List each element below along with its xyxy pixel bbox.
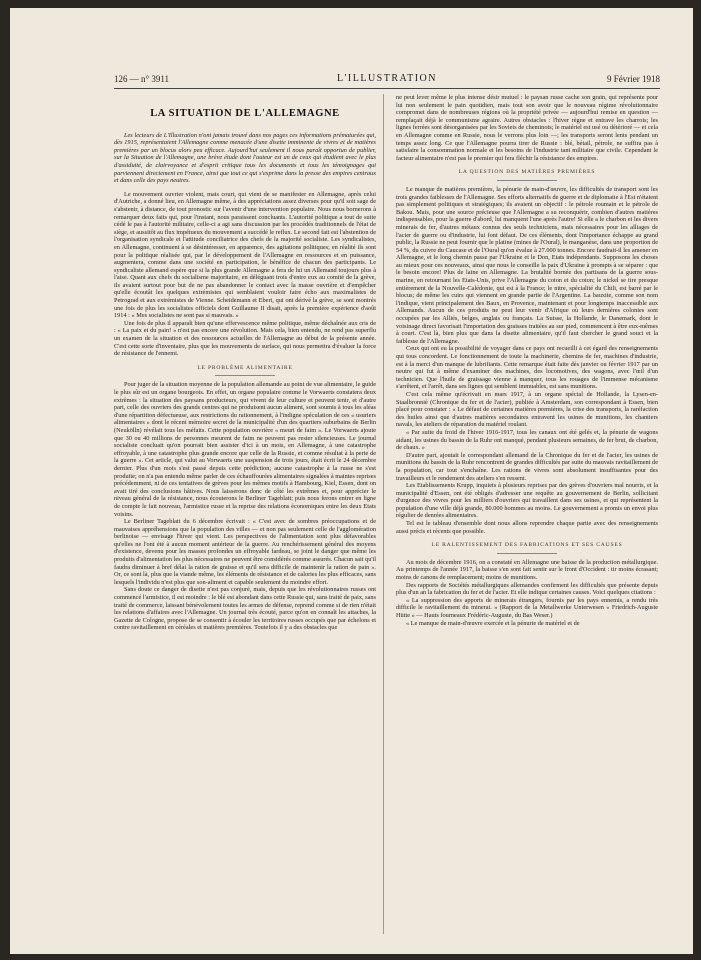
body-paragraph: D'autre part, ajoutait le correspondant allemand de la Chronique du fer et de l'acier, les usines de munitions du bassin de la Ruhr rencontrent de grandes difficultés par suite du mauvais ravitaillement de la population, car tout s'enchaîne. Les rations de vivres sont absolument insuffisantes pour des travailleurs et le rendement des ateliers s'en ressent. bbox=[396, 451, 658, 482]
body-paragraph: Pour juger de la situation moyenne de la population allemande au point de vue alimentaire, le guide le plus sûr est un organe bourgeois. En effet, un organe populaire comme le Vorwaerts constatera deux extrêmes : la situation des paysans producteurs, qui vivent de leur culture et peuvent tenir, et d'autre part, celle des ouvriers des grands centres qui ne produisent aucun aliment, sont soumis à tous les aléas d'une répartition défectueuse, aux restrictions du rationnement, à l'indigne spéculation de ces « usuriers alimentaires » dont le récent mémoire secret de la municipalité d'un des quartiers suburbains de Berlin (Neukölln) révélait tous les méfaits. Cette population ouvrière « meurt de faim ». Le Vorwaerts ajoute que 30 ou 40 millions de personnes meurent de faim ne peuvent pas rester silencieuses. Le journal socialiste concluait qu'on pourrait bien assister d'ici à un mois, en Allemagne, à une catastrophe effroyable, à une catastrophe plus grande encore que celle de la Russie, et comme résultat à la perte de la guerre ». Cet article, qui valut au Vorwaerts une suspension de trois jours, était écrit le 24 décembre dernier. Plus d'un mois s'est passé depuis cette prédiction; aucune catastrophe à la russe ne s'est produite; on n'a pas entendu même parler de ces échauffourées alimentaires signalées à maintes reprises précédemment, ni de ces tentatives de grèves pour les mêmes motifs à Hambourg, Kiel, Essen, dont on avait tiré des conclusions hâtives. Nous laisserons donc de côté les extrêmes et, pour apprécier le niveau général de la résistance, nous écouterons le Berliner Tageblatt; puis nous ferons entrer en ligne de compte le fait nouveau, l'armistice russe et la reprise des relations économiques entre les deux Etats voisins. bbox=[114, 381, 376, 518]
page-sheet bbox=[10, 8, 693, 954]
body-paragraph: Le manque de matières premières, la pénurie de main-d'œuvre, les difficultés de transport sont les trois grandes faiblesses de l'Allemagne. Ses efforts alternatifs de guerre et de diplomatie à l'Est n'étaient pas simplement politiques et stratégiques; ils avaient un objectif : le pétrole roumain et le pétrole de Bakou. Mais, pour une source précieuse que l'Allemagne a su reconquérir, combien d'autres matières indispensables, pour la guerre d'abord, lui manquent l'une après l'autre! Si elle a le charbon et les divers minerais de fer, d'autres métaux connus des seuls techniciens, mais nécessaires pour les alliages de l'acier de guerre ou d'industrie, lui font défaut. De ces éléments, dont l'importance échappe au grand public, la Russie ne peut fournir que le platine (mines de l'Oural), le manganèse, dans une proportion de 54 %, du cuivre du Caucase et de l'Oural qu'on évalue à 27.000 tonnes. Encore faudrait-il les amener en Allemagne, et le long chemin passe par l'Ukraine et le Don, Etats indépendants. Supposons les choses au mieux pour ces nouveaux, ainsi que nous le conseille la paix d'Ukraine à prompts à se séparer : que le besoin encore! Plus de laine en Allemagne. La brutalité bornée des partisans de la guerre sous-marine, en retournant les Etats-Unis, prive l'Allemagne du coton et du coton; le nickel se tire presque entièrement de la Nouvelle-Calédonie, qui est à la France; le nitre, spécialité du Chili, est barré par le blocus; de même les cuirs qui viennent en grande partie de l'Argentine. La bauxite, comme son nom l'indique, vient principalement des Baux, en Provence, maintenant et pour longtemps inaccessible aux Allemands. Aucun de ces produits ne peut leur venir d'Afrique où leurs dernières colonies sont occupées par les Alliés, belges, anglais ou français. La Suisse, la Hollande, le Danemark, dont le voisinage direct favorisait l'importation des graisses traitées au sur pied, commencent à être eux-mêmes à court. C'est là, bien plus que dans la disette alimentaire, qu'il faut chercher le grand souci et la faiblesse de l'Allemagne. bbox=[396, 185, 658, 345]
body-paragraph: Des rapports de Sociétés métallurgiques allemandes confirment les difficultés que présente depuis plus d'un an la fabrication du fer et de l'acier. Et elle indique certaines causes. Voici quelques citations : bbox=[396, 581, 658, 597]
left-column bbox=[114, 94, 376, 934]
body-paragraph: Le mouvement ouvrier violent, mais court, qui vient de se manifester en Allemagne, après celui d'Autriche, a donné lieu, en Allemagne même, à des appréciations assez diverses pour qu'il soit sage de s'abstenir, à distance, de tout pronostic sur l'avenir d'une intervention populaire. Nous nous bornerons à remarquer deux faits qui, pour l'instant, nous paraissent concluants. L'autorité politique a tout de suite cédé le pas à l'autorité militaire, celle-ci a agi sans discussion par les procédés traditionnels de l'état de siège, et aussitôt au flux impétueux du mouvement a succédé le reflux. Le second fait est l'abstention de l'organisation syndicale et l'attitude conciliatrice des chefs de la majorité socialiste. Les syndicalistes, en Allemagne, continuent à se désintéresser, en apparence, des agitations politiques; en réalité ils sont pour la politique réalisée qui, par le développement de l'Allemagne en ressources et en puissance, augmentera, comme dans une société en participation, le bénéfice de chacun des participants. Le syndicaliste allemand espère que si la plus grande Allemagne a fera de lui un Allemand toujours plus à l'aise. Quant aux chefs du socialisme majoritaire, en déléguant trois d'entre eux au comité de la grève, ils avaient surtout pour but de ne pas abandonner le contact avec la masse ouvrière et d'empêcher qu'elle écoutât les quelques extrémistes qui semblaient vouloir faire écho aux maximalistes de Petrograd et aux extrémistes de Vienne. Scheidemann et Ebert, qui ont dérivé la grève, se sont montrés une fois de plus les socialistes officiels dont Guillaume II disait, après la première expérience d'août 1914 : « Mes socialistes ne sont pas si mauvais. » bbox=[114, 190, 376, 320]
column-divider bbox=[383, 94, 384, 934]
subhead-text: LE PROBLÈME ALIMENTAIRE bbox=[197, 364, 293, 371]
body-paragraph: ne peut lever même le plus intense désir mutuel : le paysan russe cache son grain, qui représente pour lui non seulement le pain quotidien, mais tout son avoir que le nouveau régime révolutionnaire compromet dans de nombreuses régions où la propriété privée — aujourd'hui remise en question — remplaçait déjà le communisme agraire. Autres obstacles : l'hiver règne et entrave les charrois; les lignes ferrées sont désorganisées par les Soviets de cheminots; le matériel est usé ou détérioré — et cela en Allemagne comme en Russie, nous le verrons plus loin —; les transports seront lents pendant un temps assez long. Ce que l'Allemagne pourra tirer de Russie : blé, bétail, pétrole, ne suffira pas à satisfaire la consommation normale et les besoins de l'industrie tant militaire que civile. Cependant le facteur alimentaire n'est pas le premier qui fera fléchir la résistance des empires. bbox=[396, 94, 658, 162]
section-subhead bbox=[396, 169, 658, 181]
section-subhead bbox=[114, 365, 376, 377]
article-intro bbox=[114, 132, 376, 185]
body-paragraph: Ceux qui ont eu la possibilité de voyager dans ce pays ont recueilli à cet égard des renseignements qui tous concordent. Le fonctionnement de toute la machinerie, chemins de fer, machines d'industrie, est à la merci d'un manque de lubrifiants. Cette remarque était faite dès janvier ou février 1917 par un neutre qui fut à même d'examiner des machines, des locomotives, des wagons, avec l'œil d'un technicien. Que l'huile de graissage vienne à manquer, tous les rouages de l'immense mécanisme s'arrêtent, et l'arrêt, dans ses lignes qui semblent immuables, est sans munitions. bbox=[396, 345, 658, 391]
subhead-rule bbox=[215, 375, 275, 376]
right-column bbox=[396, 94, 658, 934]
subhead-text: LA QUESTION DES MATIÈRES PREMIÈRES bbox=[458, 169, 596, 176]
body-paragraph: C'est cela même qu'écrivait en mars 1917, à un organe spécial de Hollande, la Lysen-en-Staalbronnié (Chronique du fer et de l'acier), publiée à Amsterdam, son correspondant à Essen, bien placé pour constater : « Le défaut de certaines matières premières, la crise des transports, la raréfaction des huiles ainsi que d'autres matières secondaires entravent les usines de munitions, les chantiers navals, les ateliers de réparation du matériel roulant. bbox=[396, 390, 658, 429]
body-paragraph: Au mois de décembre 1916, on a constaté en Allemagne une baisse de la production métallurgique. Au printemps de l'année 1917, la baisse s'en sont fait sentir sur le front d'Occident : tir moins écrasant; moins de canons de remplacement; moins de munitions. bbox=[396, 558, 658, 582]
section-subhead bbox=[396, 542, 658, 554]
issue-date: 9 Février 1918 bbox=[607, 74, 660, 84]
body-paragraph: « Le manque de main-d'œuvre exercée et la pénurie de matériel et de bbox=[406, 619, 580, 627]
subhead-rule bbox=[497, 180, 557, 181]
body-paragraph: Sans doute ce danger de disette n'est pas conjuré, mais, depuis que les révolutionnaires russes ont commencé l'armistice, il est moindre : le blé est abondant dans cette Russie qui, sans traité de paix, sans traité de commerce, laissant bénévolement toutes les armes de défense, reprend comme si de rien n'était les relations d'affaires avec l'Allemagne. Un journal très écouté, parce qu'on en connaît les attaches, la Gazette de Cologne, propose de se consentir à écouler les territoires russes occupés que par échelons et contre ravitaillement en céréales et matières premières. Toutefois il y a des obstacles que bbox=[114, 586, 376, 632]
header-rule bbox=[114, 88, 660, 89]
body-paragraph: Les Etablissements Krupp, inquiets à plusieurs reprises par des grèves d'ouvriers mal nourris, et la municipalité d'Essen, ont été obligés d'adresser une requête au gouvernement de Berlin, sollicitant d'urgence des vivres pour les milliers d'ouvriers qui travaillent dans ses usines, et qui représentent la population d'une ville déjà grande, 80.000 hommes au moins. Le gouvernement a promis un envoi plus régulier de denrées alimentaires. bbox=[396, 482, 658, 520]
body-paragraph: « La suppression des apports de minerais étrangers, fournis par les pays ennemis, a rendu très difficile le ravitaillement du minerai. » (Rapport de la Metallwerke Unterwesen « Friedrich-Auguste Hütte » — Hauts fourneaux Frédéric-Auguste, du Bas Weser.) bbox=[396, 596, 658, 619]
body-paragraph: Une fois de plus il apparaît bien qu'une effervescence même politique, même déchaînée aux cris de : « La paix et du pain! » n'est pas encore une révolution. Mais cela, bien entendu, ne rend pas superflu un examen de la situation et des ressources actuelles de l'Allemagne au début de la présente année. C'est cette sorte d'inventaire, plus que les mouvements de surface, qui nous permettra d'évaluer la force de résistance de l'ennemi. bbox=[114, 319, 376, 358]
article-title: LA SITUATION DE L'ALLEMAGNE bbox=[150, 108, 340, 119]
subhead-text: LE RALENTISSEMENT DES FABRICATIONS ET SES CAUSES bbox=[431, 542, 623, 549]
body-paragraph: Le Berliner Tageblatt du 6 décembre écrivait : « C'est avec de sombres préoccupations et de mauvaises appréhensions que la population des villes — et non pas seulement celle de l'agglomération berlinoise — envisage l'hiver qui vient. Les perspectives de l'alimentation sont plus défavorables qu'elles ne l'ont été à aucun moment antérieur de la guerre. Au renchérissement général des moyens d'existence, devenu pour les masses profondes un effroyable fardeau, se joint le danger que même les produits d'alimentation les plus nécessaires ne peuvent être considérés comme assurés. Chacun sait qu'il faudra diminuer à bref délai la ration de graisse et qu'il sera difficile de maintenir la ration de pain ». Or, ce sont là, plus que la viande même, les éléments de résistance et de calories les plus efficaces, sans lesquels l'individu n'est plus que son-aliment et capable seulement du moindre effort. bbox=[114, 518, 376, 586]
body-paragraph: « Par suite du froid de l'hiver 1916-1917, tous les canaux ont été gelés et, la pénurie de wagons aidant, les usines du bassin de la Ruhr ont manqué, pendant plusieurs semaines, de fer brut, de charbon, de chaux. » bbox=[396, 428, 658, 452]
page-number: 126 — n° 3911 bbox=[114, 74, 170, 84]
subhead-rule bbox=[497, 553, 557, 554]
intro-paragraph: Les lecteurs de L'Illustration n'ont jamais trouvé dans nos pages ces informations prématurées qui, dès 1915, représentaient l'Allemagne comme menacée d'une disette imminente de vivres et de matières premières par un blocus alors peu efficace. Aujourd'hui seulement il nous paraît opportun de publier, sur la Situation de l'Allemagne, une brève étude dont l'auteur est un de ceux qui étudient avec le plus d'assiduité, de clairvoyance et d'esprit critique tous les documents et tous les témoignages qui parviennent directement en France, ainsi que tout ce qui s'exprime dans la presse des empires centraux et dans celle des pays neutres. bbox=[114, 131, 376, 185]
running-head bbox=[114, 74, 660, 88]
body-paragraph: Tel est le tableau d'ensemble dont nous allons reprendre chaque partie avec des renseignements aussi précis et récents que possible. bbox=[396, 520, 658, 535]
publication-title: L'ILLUSTRATION bbox=[336, 73, 437, 84]
